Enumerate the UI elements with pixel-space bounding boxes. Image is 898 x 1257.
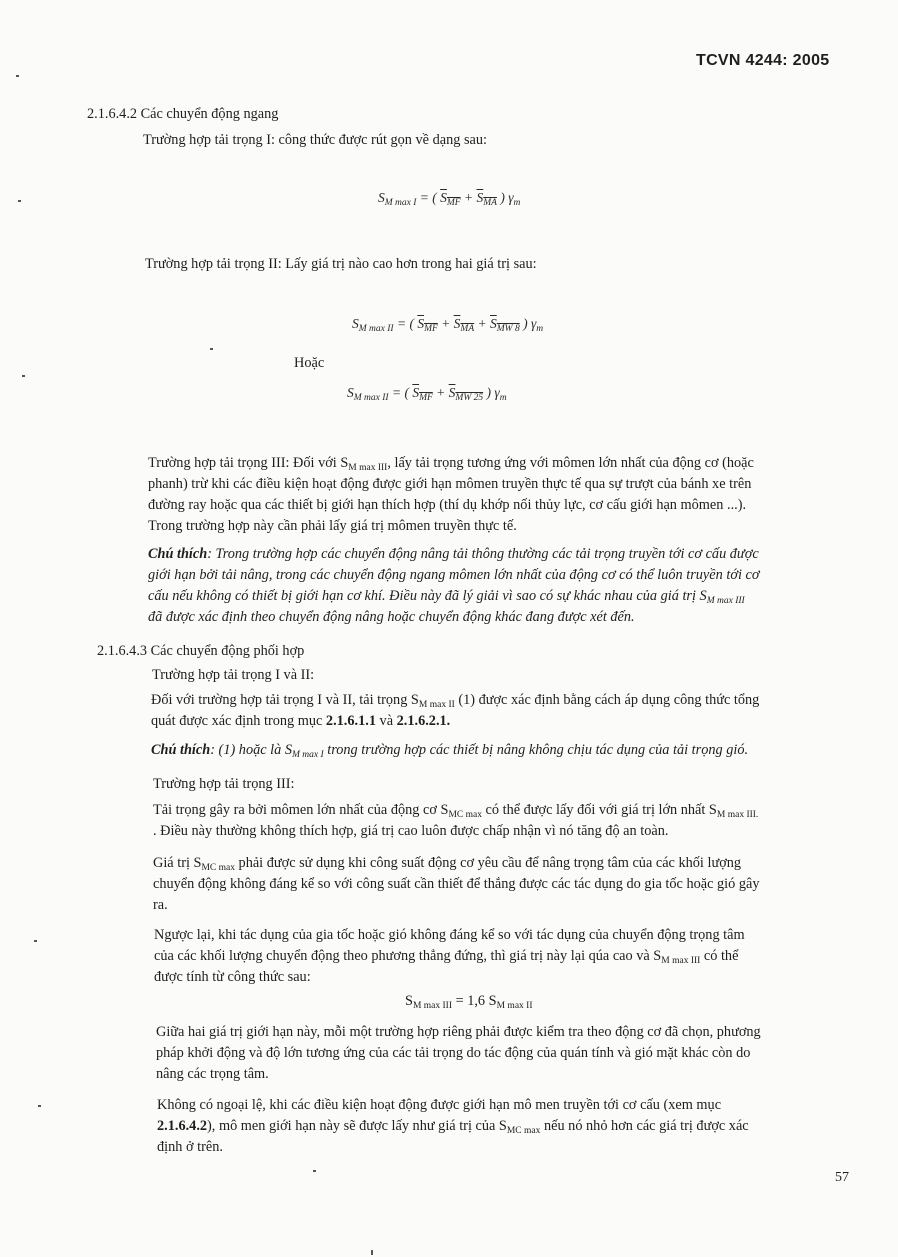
- note-1-line-3: cấu nếu không có thiết bị giới hạn cơ khí. Điều này đã lý giải vì sao có sự khác nhau của giá trị $S_{M max III}$: [148, 588, 745, 606]
- scan-speck: [16, 75, 19, 77]
- scan-speck: [313, 1170, 316, 1172]
- formula-load-case-1: $S_{M max I}$ = ( $S_{MF} + S_{MA}$ ) $\gamma_m$: [378, 190, 521, 208]
- load-case-1-2-heading: Trường hợp tải trọng I và II:: [152, 667, 315, 683]
- combined-para-2-line-2: . Điều này thường không thích hợp, giá trị cao luôn được chấp nhận vì nó tăng độ an toàn.: [153, 823, 669, 839]
- load-case-3-line-1: Trường hợp tải trọng III: Đối với $S_{M max III}$, lấy tải trọng tương ứng với mômen lớn nhất của động cơ (hoặc: [148, 455, 754, 473]
- combined-para-3-line-1: Giá trị $S_{MC max}$ phải được sử dụng khi công suất động cơ yêu cầu để nâng trọng tâm của các khối lượng: [153, 855, 742, 873]
- page-number: 57: [835, 1170, 849, 1185]
- standard-number: TCVN 4244: 2005: [696, 52, 830, 69]
- combined-para-5-line-2: pháp khởi động và độ lớn tương ứng của các tải trọng do tác động của quán tính và gió mặt khác còn do: [156, 1045, 751, 1061]
- combined-para-5-line-3: nâng các trọng tâm.: [156, 1066, 269, 1082]
- scan-speck: [210, 348, 213, 350]
- combined-para-6-line-3: định ở trên.: [157, 1139, 223, 1155]
- combined-para-5-line-1: Giữa hai giá trị giới hạn này, mỗi một trường hợp riêng phải được kiểm tra theo động cơ đã chọn, phương: [156, 1024, 761, 1040]
- combined-para-6-line-2: 2.1.6.4.2), mô men giới hạn này sẽ được lấy như giá trị của $S_{MC max}$ nếu nó nhỏ hơn các giá trị được xác: [157, 1118, 749, 1136]
- section-heading-2-1-6-4-2: 2.1.6.4.2 Các chuyển động ngang: [87, 106, 279, 122]
- load-case-3-line-2: phanh) trừ khi các điều kiện hoạt động được giới hạn mômen truyền thực tế qua sự trượt của bánh xe trên: [148, 476, 752, 492]
- or-label: Hoặc: [294, 355, 325, 371]
- combined-para-1-line-2: quát được xác định trong mục 2.1.6.1.1 và 2.1.6.2.1.: [151, 713, 451, 729]
- note-2: Chú thích: (1) hoặc là $S_{M max I}$ trong trường hợp các thiết bị nâng không chịu tác dụng của tải trọng gió.: [151, 742, 749, 760]
- combined-para-3-line-2: chuyển động không đáng kể so với công suất cần thiết để thắng được các tác dụng do gia tốc hoặc gió gây: [153, 876, 760, 892]
- scan-speck: [371, 1250, 373, 1255]
- combined-para-1-line-1: Đối với trường hợp tải trọng I và II, tải trọng $S_{M max II}$ (1) được xác định bằng cách áp dụng công thức tổng: [151, 692, 760, 710]
- scan-speck: [18, 200, 21, 202]
- load-case-1-text: Trường hợp tải trọng I: công thức được rút gọn về dạng sau:: [143, 132, 487, 148]
- note-1-line-2: giới hạn bởi tải nâng, trong các chuyển động ngang mômen lớn nhất của động cơ có thể luôn truyền tới cơ: [148, 567, 760, 583]
- note-1-line-4: đã được xác định theo chuyển động nâng hoặc chuyển động khác đang được xét đến.: [148, 609, 635, 625]
- load-case-3-line-3: đường ray hoặc qua các thiết bị giới hạn thích hợp (thí dụ khớp nối thủy lực, cơ cấu giới hạn mômen ...).: [148, 497, 747, 513]
- combined-para-4-line-3: được tính từ công thức sau:: [154, 969, 311, 985]
- combined-para-3-line-3: ra.: [153, 897, 168, 913]
- formula-load-case-3: $S_{M max III} = 1,6$ $S_{M max II}$: [405, 993, 533, 1011]
- section-heading-2-1-6-4-3: 2.1.6.4.3 Các chuyển động phối hợp: [97, 643, 305, 659]
- scan-speck: [38, 1105, 41, 1107]
- formula-load-case-2a: $S_{M max II}$ = ( $S_{MF} + S_{MA} + S_{MW 8}$ ) $\gamma_m$: [352, 316, 544, 334]
- formula-load-case-2b: $S_{M max II}$ = ( $S_{MF} + S_{MW 25}$ ) $\gamma_m$: [347, 385, 507, 403]
- combined-para-2-line-1: Tải trọng gây ra bởi mômen lớn nhất của động cơ $S_{MC max}$ có thể được lấy đối với giá trị lớn nhất $S_{M max III.}$: [153, 802, 759, 820]
- scan-speck: [34, 940, 37, 942]
- combined-para-6-line-1: Không có ngoại lệ, khi các điều kiện hoạt động được giới hạn mô men truyền tới cơ cấu (xem mục: [157, 1097, 722, 1113]
- combined-para-4-line-1: Ngược lại, khi tác dụng của gia tốc hoặc gió không đáng kể so với tác dụng của chuyển động trọng tâm: [154, 927, 745, 943]
- scan-speck: [22, 375, 25, 377]
- note-1-line-1: Chú thích: Trong trường hợp các chuyển động nâng tải thông thường các tải trọng truyền tới cơ cấu được: [148, 546, 759, 562]
- combined-para-4-line-2: của các khối lượng chuyển động theo phương thẳng đứng, thì giá trị này lại qúa cao và $S_{M max III}$ có thể: [154, 948, 739, 966]
- load-case-3-heading: Trường hợp tải trọng III:: [153, 776, 295, 792]
- load-case-2-text: Trường hợp tải trọng II: Lấy giá trị nào cao hơn trong hai giá trị sau:: [145, 256, 537, 272]
- load-case-3-line-4: Trong trường hợp này cần phải lấy giá trị mômen truyền thực tế.: [148, 518, 517, 534]
